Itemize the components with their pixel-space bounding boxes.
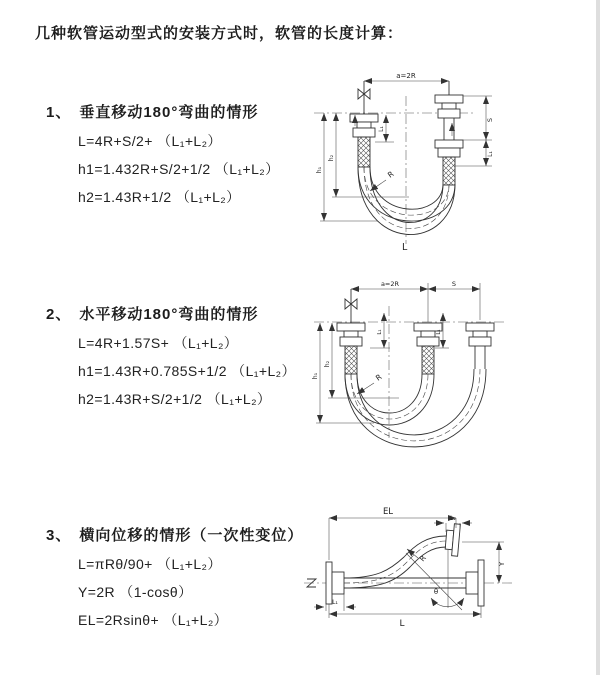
dim-label-r: R: [385, 169, 396, 180]
dim-h2: [324, 323, 399, 398]
dim-label-l: L: [402, 242, 408, 253]
formula-l: L=πRθ/90+ （L₁+L₂）: [78, 556, 222, 572]
dim-label-a2r: a=2R: [396, 72, 416, 80]
hose-curve: [344, 536, 446, 588]
section-2: [46, 303, 296, 413]
dim-a2r: [351, 280, 428, 289]
dim-l1-left: [370, 313, 390, 348]
dim-label-theta: θ: [433, 588, 439, 596]
dim-label-l: L: [399, 619, 405, 629]
dim-l2: [434, 515, 472, 532]
section-2-number: 2、: [46, 306, 72, 323]
left-fitting: [337, 289, 365, 374]
dim-s: [428, 280, 480, 289]
dim-label-h2: h₂: [324, 360, 331, 368]
angle-construction: [406, 550, 464, 610]
page-title: 几种软管运动型式的安装方式时，软管的长度计算：: [35, 25, 404, 42]
formula-l: L=4R+S/2+ （L₁+L₂）: [78, 133, 222, 149]
diagram-2-svg: [304, 276, 596, 456]
dim-label-y: Y: [498, 561, 506, 567]
dim-label-l1-left: L₁: [378, 126, 385, 132]
middle-fitting: [414, 283, 442, 374]
left-fitting: [326, 562, 344, 604]
dim-label-h2: h₂: [328, 154, 335, 162]
formula-h2: h2=1.43R+1/2 （L₁+L₂）: [78, 189, 241, 205]
hose-curves: [345, 369, 486, 447]
section-2-heading: [46, 303, 296, 329]
dim-el: [329, 507, 456, 560]
section-1-number: 1、: [46, 104, 72, 121]
diagram-1-svg: [306, 68, 596, 260]
right-fitting: [466, 283, 494, 369]
dim-label-l2: L₂: [450, 515, 456, 522]
dim-a2r: [364, 72, 449, 81]
section-3: [46, 524, 303, 634]
left-fitting: [350, 81, 378, 167]
section-1-heading: [46, 101, 280, 127]
dim-s-and-l1-right: [455, 96, 494, 166]
formula-h1: h1=1.432R+S/2+1/2 （L₁+L₂）: [78, 161, 280, 177]
dim-label-l1: L₁: [332, 599, 338, 606]
section-1-title: 垂直移动180°弯曲的情形: [79, 104, 259, 121]
dim-label-h1: h₁: [316, 166, 323, 174]
radius-callout: [370, 169, 395, 191]
hose-curves: [358, 167, 455, 235]
formula-h1: h1=1.43R+0.785S+1/2 （L₁+L₂）: [78, 363, 296, 379]
upper-fitting: [445, 523, 461, 556]
formula-l: L=4R+1.57S+ （L₁+L₂）: [78, 335, 239, 351]
diagram-1-vertical-180: [306, 68, 596, 260]
right-fitting: [435, 81, 463, 185]
dim-label-l1-right: L₁: [487, 151, 494, 157]
right-fitting: [466, 560, 484, 606]
diagram-2-horizontal-180: [304, 276, 596, 456]
dim-label-r: R: [417, 553, 428, 564]
dim-l: [329, 604, 481, 629]
section-2-title: 水平移动180°弯曲的情形: [79, 306, 259, 323]
radius-callout: [357, 372, 383, 394]
formula-y: Y=2R （1-cosθ）: [78, 584, 193, 600]
diagram-3-svg: [296, 498, 598, 648]
formula-h2: h2=1.43R+S/2+1/2 （L₁+L₂）: [78, 391, 272, 407]
dim-label-r: R: [373, 372, 384, 383]
dim-label-h1: h₁: [312, 372, 319, 380]
dim-l1: [314, 594, 356, 611]
formula-el: EL=2Rsinθ+ （L₁+L₂）: [78, 612, 229, 628]
section-3-heading: [46, 524, 303, 550]
dim-label-l1-mid: L₁: [436, 329, 442, 335]
dim-label-l1-left: L₁: [377, 329, 383, 335]
diagram-3-lateral: [296, 498, 598, 648]
section-1: [46, 101, 280, 211]
dim-label-s: S: [451, 280, 457, 288]
dim-label-el: EL: [382, 507, 394, 517]
dim-label-s: S: [486, 117, 494, 123]
section-3-number: 3、: [46, 527, 72, 544]
dim-label-a2r: a=2R: [380, 280, 400, 288]
section-3-title: 横向位移的情形（一次性变位）: [79, 527, 304, 544]
